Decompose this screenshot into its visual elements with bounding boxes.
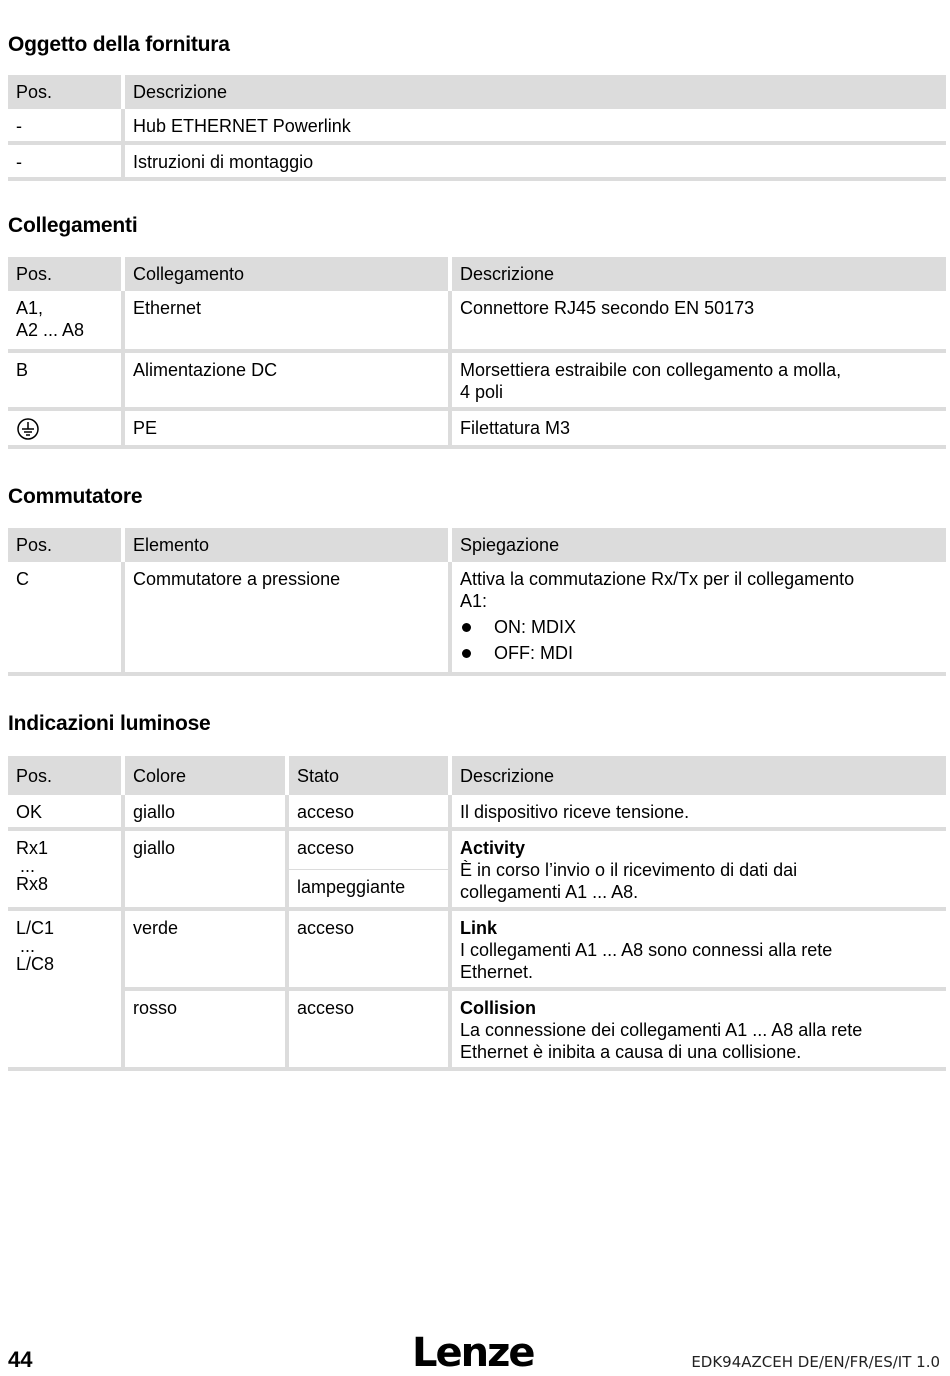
cell-pos	[8, 831, 125, 911]
cell-pos: C	[8, 562, 125, 676]
cell-connection: Alimentazione DC	[125, 353, 452, 411]
cell-desc	[452, 831, 946, 911]
desc-line: Ethernet è inibita a causa di una collisione.	[460, 1042, 802, 1062]
header-color: Colore	[125, 756, 289, 795]
header-desc: Descrizione	[452, 756, 946, 795]
table-row	[8, 109, 946, 145]
document-code: EDK94AZCEH DE/EN/FR/ES/IT 1.0	[691, 1353, 940, 1371]
table-header-row	[8, 756, 946, 795]
bullet-list	[460, 616, 938, 664]
header-state: Stato	[289, 756, 452, 795]
table-row	[8, 795, 946, 831]
cell-desc: Filettatura M3	[452, 411, 946, 449]
expl-line: A1:	[460, 591, 488, 611]
pos-line: ...	[20, 936, 36, 956]
cell-pos	[8, 411, 125, 449]
desc-line: È in corso l’invio o il ricevimento di dati dai	[460, 860, 798, 880]
cell-color: giallo	[125, 831, 289, 911]
expl-line: Attiva la commutazione Rx/Tx per il collegamento	[460, 569, 855, 589]
cell-connection: Ethernet	[125, 291, 452, 353]
cell-color: verde	[125, 911, 289, 991]
pos-line: L/C1	[16, 918, 55, 938]
cell-desc	[452, 911, 946, 991]
table-row	[8, 145, 946, 181]
section-title-connections: Collegamenti	[8, 214, 138, 237]
cell-pos: -	[8, 145, 125, 181]
cell-desc	[452, 353, 946, 411]
cell-desc: Il dispositivo riceve tensione.	[452, 795, 946, 831]
cell-desc	[452, 991, 946, 1071]
desc-title: Link	[460, 918, 498, 938]
cell-pos	[8, 291, 125, 353]
table-row	[8, 562, 946, 676]
cell-state: acceso	[289, 911, 452, 991]
pos-line: Rx1	[16, 838, 49, 858]
header-pos: Pos.	[8, 528, 125, 562]
header-desc: Descrizione	[452, 257, 946, 291]
header-pos: Pos.	[8, 75, 125, 109]
switches-table	[8, 528, 946, 676]
header-pos: Pos.	[8, 257, 125, 291]
header-explanation: Spiegazione	[452, 528, 946, 562]
header-connection: Collegamento	[125, 257, 452, 291]
leds-table	[8, 756, 946, 1071]
ground-icon	[16, 417, 40, 441]
cell-color: giallo	[125, 795, 289, 831]
delivery-table	[8, 75, 946, 181]
connections-table	[8, 257, 946, 449]
table-row	[8, 911, 946, 991]
cell-connection: PE	[125, 411, 452, 449]
table-row	[8, 991, 946, 1071]
desc-line: Morsettiera estraibile con collegamento a molla,	[460, 360, 842, 380]
lenze-logo: Lenze	[412, 1330, 534, 1376]
cell-desc: Connettore RJ45 secondo EN 50173	[452, 291, 946, 353]
pos-line: A1,	[16, 298, 44, 318]
cell-pos: -	[8, 109, 125, 145]
cell-state: lampeggiante	[289, 870, 452, 911]
cell-state: acceso	[289, 831, 452, 870]
desc-title: Activity	[460, 838, 526, 858]
table-header-row	[8, 75, 946, 109]
header-element: Elemento	[125, 528, 452, 562]
desc-line: Ethernet.	[460, 962, 534, 982]
pos-line: A2 ... A8	[16, 320, 85, 340]
cell-desc: Hub ETHERNET Powerlink	[125, 109, 946, 145]
cell-explanation	[452, 562, 946, 676]
cell-pos: B	[8, 353, 125, 411]
table-row	[8, 353, 946, 411]
page-number: 44	[8, 1347, 33, 1372]
section-title-delivery: Oggetto della fornitura	[8, 33, 230, 56]
cell-state: acceso	[289, 795, 452, 831]
header-pos: Pos.	[8, 756, 125, 795]
desc-line: La connessione dei collegamenti A1 ... A8 alla rete	[460, 1020, 863, 1040]
list-item: OFF: MDI	[460, 642, 938, 664]
table-header-row	[8, 257, 946, 291]
pos-line: ...	[20, 856, 36, 876]
cell-color: rosso	[125, 991, 289, 1071]
desc-line: 4 poli	[460, 382, 504, 402]
section-title-switches: Commutatore	[8, 485, 143, 508]
table-row	[8, 291, 946, 353]
list-item: ON: MDIX	[460, 616, 938, 638]
cell-element: Commutatore a pressione	[125, 562, 452, 676]
cell-pos: OK	[8, 795, 125, 831]
header-desc: Descrizione	[125, 75, 946, 109]
pos-line: Rx8	[16, 874, 49, 894]
desc-line: collegamenti A1 ... A8.	[460, 882, 639, 902]
table-header-row	[8, 528, 946, 562]
desc-title: Collision	[460, 998, 536, 1018]
cell-desc: Istruzioni di montaggio	[125, 145, 946, 181]
desc-line: I collegamenti A1 ... A8 sono connessi alla rete	[460, 940, 833, 960]
table-row	[8, 411, 946, 449]
section-title-leds: Indicazioni luminose	[8, 712, 211, 735]
cell-state: acceso	[289, 991, 452, 1071]
pos-line: L/C8	[16, 954, 55, 974]
cell-pos	[8, 911, 125, 1071]
table-row	[8, 831, 946, 870]
